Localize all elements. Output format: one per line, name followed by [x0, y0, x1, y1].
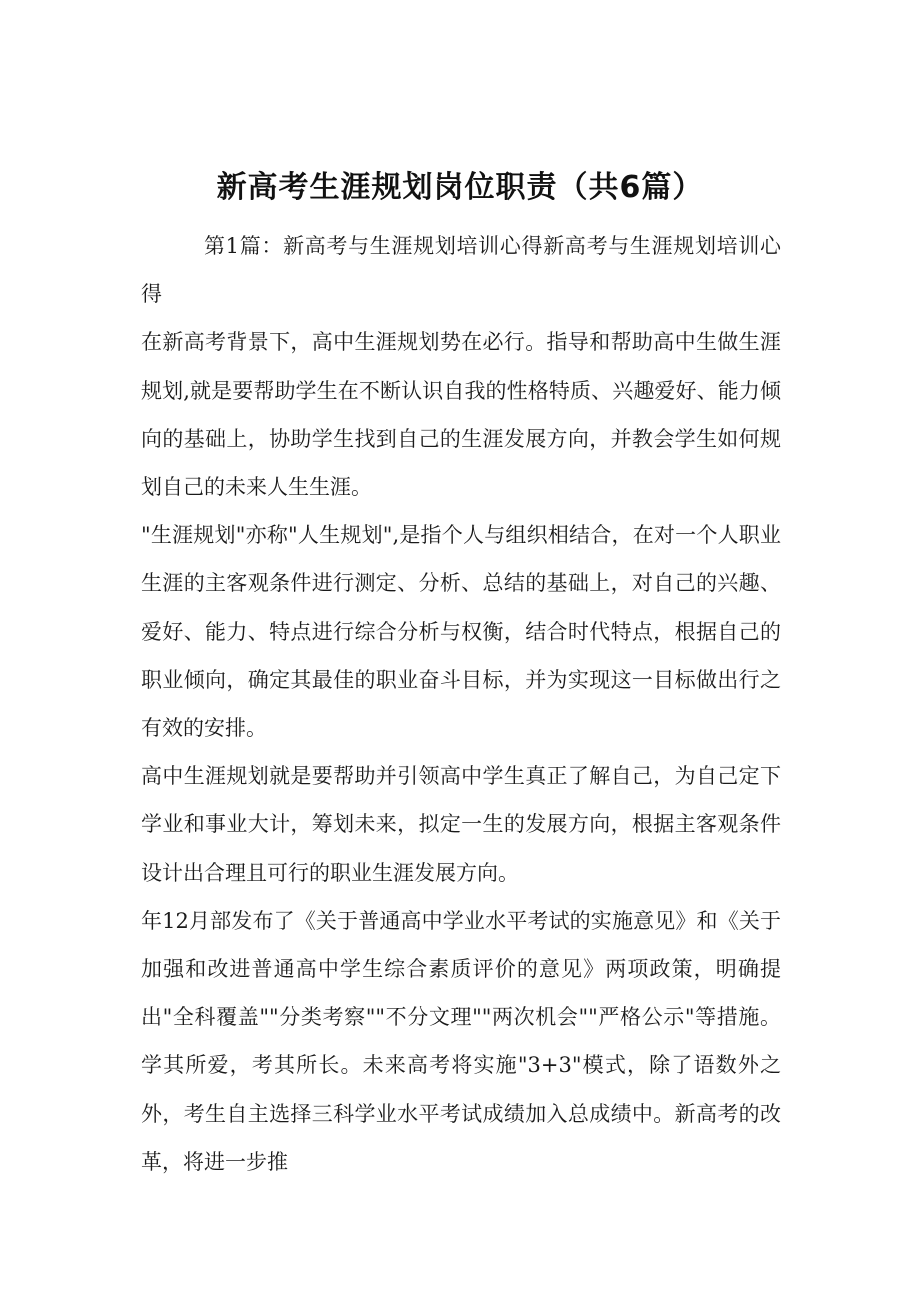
- paragraph-2: 在新高考背景下，高中生涯规划势在必行。指导和帮助高中生做生涯规划,就是要帮助学生在不断认识自我的性格特质、兴趣爱好、能力倾向的基础上，协助学生找到自己的生涯发展方向，并教会学生如何规划自己的未来人生生涯。: [141, 330, 781, 500]
- document-body: [141, 222, 781, 1186]
- paragraph-1: 第1篇：新高考与生涯规划培训心得新高考与生涯规划培训心得: [141, 234, 781, 307]
- paragraph-3: "生涯规划"亦称"人生规划",是指个人与组织相结合，在对一个人职业生涯的主客观条件进行测定、分析、总结的基础上，对自己的兴趣、爱好、能力、特点进行综合分析与权衡，结合时代特点，根据自己的职业倾向，确定其最佳的职业奋斗目标，并为实现这一目标做出行之有效的安排。: [141, 523, 781, 741]
- paragraph-5: 年12月部发布了《关于普通高中学业水平考试的实施意见》和《关于加强和改进普通高中学生综合素质评价的意见》两项政策，明确提出"全科覆盖""分类考察""不分文理""两次机会""严格公示"等措施。学其所爱，考其所长。未来高考将实施"3+3"模式，除了语数外之外，考生自主选择三科学业水平考试成绩加入总成绩中。新高考的改革，将进一步推: [141, 908, 781, 1174]
- paragraph-4: 高中生涯规划就是要帮助并引领高中学生真正了解自己，为自己定下学业和事业大计，筹划未来，拟定一生的发展方向，根据主客观条件设计出合理且可行的职业生涯发展方向。: [141, 764, 781, 885]
- document-title: 新高考生涯规划岗位职责（共6篇）: [216, 170, 704, 206]
